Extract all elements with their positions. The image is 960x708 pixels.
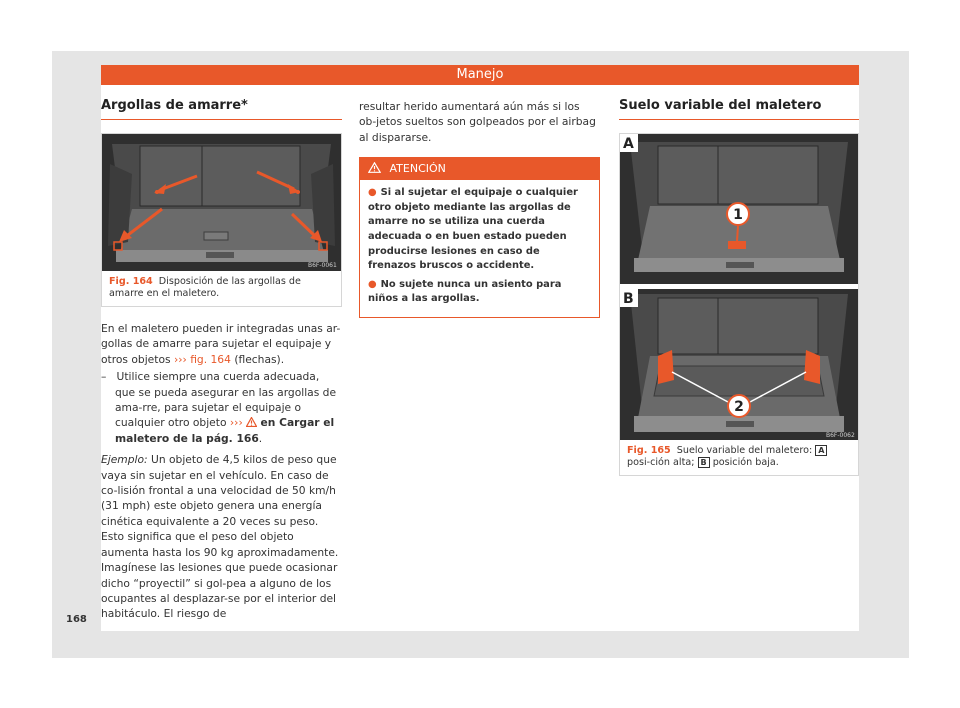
figure-165: [619, 133, 859, 476]
label-a-box: A: [815, 445, 827, 456]
list-item-end: .: [258, 431, 263, 445]
warning-item-text: Si al sujetar el equipaje o cualquier otro objeto mediante las argollas de amarre no se utiliza una cuerda adecuada o en buen estado pueden producirse lesiones en caso de frenazos bruscos o accidente.: [368, 187, 578, 272]
list-item-rope: [101, 369, 342, 446]
panel-label-a: A: [623, 136, 634, 152]
warning-item: [368, 278, 591, 307]
figure-number: Fig. 164: [109, 276, 153, 287]
warning-box: [359, 157, 600, 318]
figure-caption-text: Disposición de las argollas de amarre en el maletero.: [109, 276, 301, 299]
trunk-photo-tie-down-rings: [102, 134, 341, 271]
figure-caption-text: posición baja.: [712, 457, 779, 468]
warning-triangle-icon: [246, 417, 257, 427]
warning-title: ATENCIÓN: [389, 162, 446, 176]
figure-caption-text: Suelo variable del maletero:: [676, 445, 813, 456]
page-number: 168: [66, 614, 87, 625]
bullet-icon: ●: [368, 187, 377, 199]
paragraph-intro-text: En el maletero pueden ir integradas unas ar-gollas de amarre para sujetar el equipaje y otros objetos: [101, 322, 341, 366]
section-title-argollas: Argollas de amarre*: [101, 98, 342, 120]
section-header: Manejo: [101, 65, 859, 85]
callout-1: 1: [733, 207, 743, 223]
figure-code: B6F-0062: [826, 432, 855, 439]
column-left: [101, 98, 342, 622]
figure-caption: [620, 440, 858, 475]
figure-caption: [102, 271, 341, 306]
bullet-icon: ●: [368, 278, 377, 290]
label-b-box: B: [698, 457, 710, 468]
paragraph-example: [101, 452, 342, 621]
paragraph-continuation: resultar herido aumentará aún más si los ob-jetos sueltos son golpeados por el airbag al dispararse.: [359, 100, 596, 144]
warning-header: [360, 158, 599, 180]
warning-triangle-icon: [368, 162, 381, 173]
column-middle: [359, 98, 600, 318]
warning-item-text: No sujete nunca un asiento para niños a las argollas.: [368, 278, 562, 305]
column-right: [619, 98, 859, 476]
figure-caption-text: posi-ción alta;: [627, 457, 695, 468]
list-dash: –: [101, 370, 107, 384]
cross-reference-text[interactable]: en Cargar el maletero de la pág. 166: [115, 416, 335, 445]
panel-label-b: B: [623, 291, 634, 307]
callout-2: 2: [734, 399, 744, 415]
list-item-text: Utilice siempre una cuerda adecuada, que se pueda asegurar en las argollas de ama-rre, para sujetar el equipaje o cualquier otro objeto: [115, 370, 337, 430]
cross-reference-arrows[interactable]: ›››: [229, 416, 243, 430]
warning-body: [360, 180, 599, 317]
paragraph-intro-end: (flechas).: [234, 352, 285, 366]
example-text: Un objeto de 4,5 kilos de peso que vaya sin sujetar en el vehículo. En caso de co-lisión frontal a una velocidad de 50 km/h (31 mph) este objeto genera una energía cinética equivalente a 20 veces su peso. Esto significa que el peso del objeto aumenta hasta los 90 kg aproximadamente. Imagínese las lesiones que puede ocasionar dicho “proyectil” si gol-pea a alguno de los ocupantes al desplazar-se por el interior del habitáculo. El riesgo de: [101, 453, 339, 621]
figure-code: B6F-0061: [308, 262, 337, 269]
paragraph-intro: [101, 321, 342, 367]
figure-number: Fig. 165: [627, 445, 671, 456]
section-title-suelo: Suelo variable del maletero: [619, 98, 859, 120]
example-label: Ejemplo:: [101, 453, 148, 467]
warning-item: [368, 186, 591, 274]
figure-reference-link[interactable]: ››› fig. 164: [173, 352, 231, 366]
figure-164: [101, 133, 342, 307]
trunk-photo-variable-floor: [620, 134, 858, 440]
